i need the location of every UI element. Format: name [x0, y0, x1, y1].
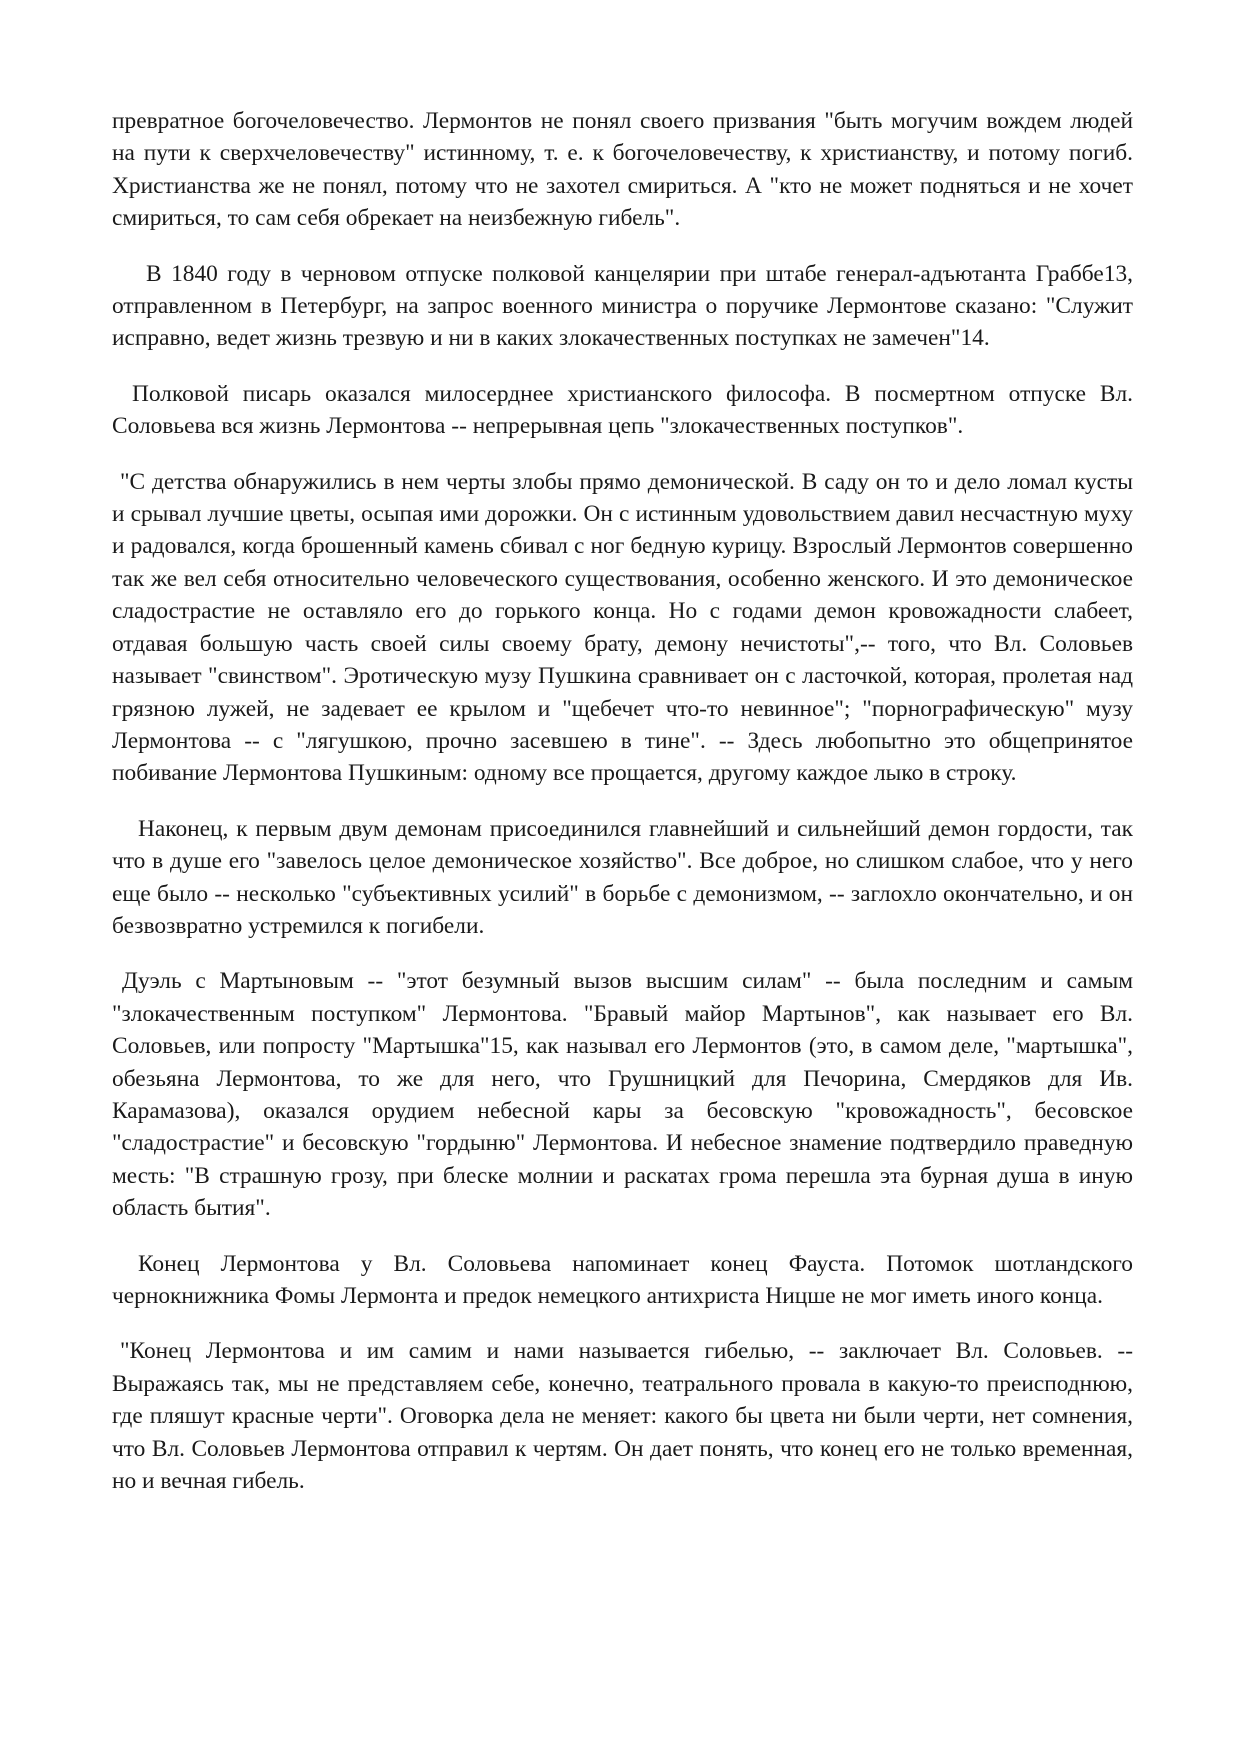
paragraph-5: Наконец, к первым двум демонам присоединился главнейший и сильнейший демон гордости, так что в душе его "завелось целое демоническое хозяйство". Все доброе, но слишком слабое, что у него еще было -- несколько "субъективных усилий" в борьбе с демонизмом, -- заглохло окончательно, и он безвозвратно устремился к погибели. [112, 815, 1133, 939]
document-body [112, 105, 1133, 1497]
paragraph-2: В 1840 году в черновом отпуске полковой канцелярии при штабе генерал-адъютанта Граббе13, отправленном в Петербург, на запрос военного министра о поручике Лермонтове сказано: "Служит исправно, ведет жизнь трезвую и ни в каких злокачественных поступках не замечен"14. [112, 260, 1133, 352]
paragraph-7: Конец Лермонтова у Вл. Соловьева напоминает конец Фауста. Потомок шотландского чернокнижника Фомы Лермонта и предок немецкого антихриста Ницше не мог иметь иного конца. [112, 1250, 1133, 1309]
paragraph-6: Дуэль с Мартыновым -- "этот безумный вызов высшим силам" -- была последним и самым "злокачественным поступком" Лермонтова. "Бравый майор Мартынов", как называет его Вл. Соловьев, или попросту "Мартышка"15, как называл его Лермонтов (это, в самом деле, "мартышка", обезьяна Лермонтова, то же для него, что Грушницкий для Печорина, Смердяков для Ив. Карамазова), оказался орудием небесной кары за бесовскую "кровожадность", бесовское "сладострастие" и бесовскую "гордыню" Лермонтова. И небесное знамение подтвердило праведную месть: "В страшную грозу, при блеске молнии и раскатах грома перешла эта бурная душа в иную область бытия". [112, 968, 1133, 1222]
paragraph-3: Полковой писарь оказался милосерднее христианского философа. В посмертном отпуске Вл. Соловьева вся жизнь Лермонтова -- непрерывная цепь "злокачественных поступков". [112, 380, 1133, 440]
paragraph-1: превратное богочеловечество. Лермонтов не понял своего призвания "быть могучим вождем людей на пути к сверхчеловечеству" истинному, т. е. к богочеловечеству, к христианству, и потому погиб. Христианства же не понял, потому что не захотел смириться. А "кто не может подняться и не хочет смириться, то сам себя обрекает на неизбежную гибель". [112, 108, 1133, 232]
paragraph-8: "Конец Лермонтова и им самим и нами называется гибелью, -- заключает Вл. Соловьев. -- Выражаясь так, мы не представляем себе, конечно, театрального провала в какую-то преисподнюю, где пляшут красные черти". Оговорка дела не меняет: какого бы цвета ни были черти, нет сомнения, что Вл. Соловьев Лермонтова отправил к чертям. Он дает понять, что конец его не только временная, но и вечная гибель. [112, 1338, 1133, 1495]
paragraph-4: "С детства обнаружились в нем черты злобы прямо демонической. В саду он то и дело ломал кусты и срывал лучшие цветы, осыпая ими дорожки. Он с истинным удовольствием давил несчастную муху и радовался, когда брошенный камень сбивал с ног бедную курицу. Взрослый Лермонтов совершенно так же вел себя относительно человеческого существования, особенно женского. И это демоническое сладострастие не оставляло его до горького конца. Но с годами демон кровожадности слабеет, отдавая большую часть своей силы своему брату, демону нечистоты",-- того, что Вл. Соловьев называет "свинством". Эротическую музу Пушкина сравнивает он с ласточкой, которая, пролетая над грязною лужей, не задевает ее крылом и "щебечет что-то невинное"; "порнографическую" музу Лермонтова -- с "лягушкою, прочно засевшею в тине". -- Здесь любопытно это общепринятое побивание Лермонтова Пушкиным: одному все прощается, другому каждое лыко в строку. [112, 468, 1133, 787]
